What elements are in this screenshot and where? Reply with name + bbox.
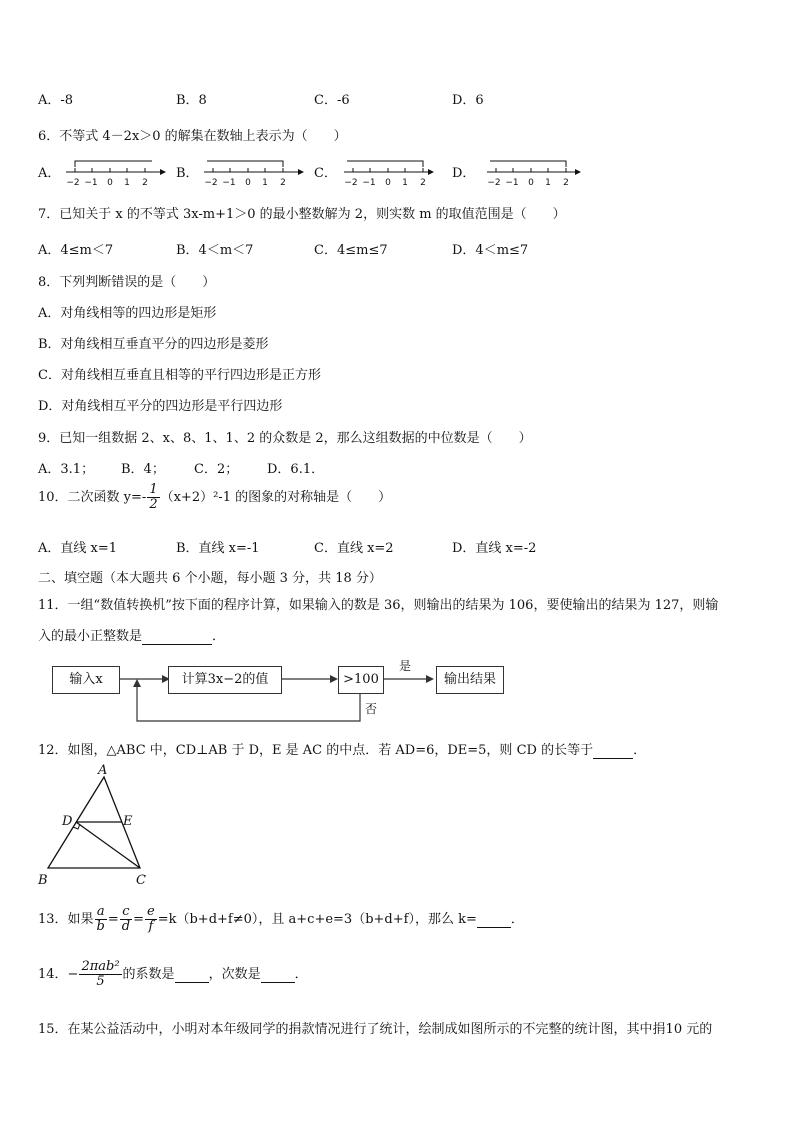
tick-label: 0 [385, 178, 391, 188]
vertex-label-d: D [62, 814, 73, 829]
q6-number-line-a [64, 154, 164, 188]
q6-stem: 6．不等式 4－2x＞0 的解集在数轴上表示为（ ） [38, 129, 347, 144]
q11-line2-text: 入的最小正整数是 [38, 629, 143, 644]
q7-option-d: D．4＜m≤7 [452, 243, 529, 258]
flowchart-input-box: 输入x [52, 666, 120, 694]
q10-frac-den: 2 [149, 497, 158, 512]
tick-label: −1 [222, 178, 236, 188]
q14-stem [38, 960, 308, 989]
tick-label: 0 [245, 178, 251, 188]
equals-sign: = [107, 912, 119, 927]
q13-frac-3 [145, 905, 157, 934]
tick-label: 1 [402, 178, 408, 188]
tick-label: −2 [487, 178, 501, 188]
q13-prefix: 13．如果 [38, 912, 94, 927]
q11-line2 [38, 625, 225, 645]
q9-stem: 9．已知一组数据 2、x、8、1、1、2 的众数是 2，那么这组数据的中位数是（ ） [38, 431, 532, 446]
q7-option-a: A．4≤m＜7 [38, 243, 114, 258]
q10-option-b: B．直线 x=-1 [176, 541, 260, 556]
flowchart-output-box: 输出结果 [436, 666, 504, 694]
q6-option-b-letter: B． [176, 166, 199, 181]
q12-stem [38, 739, 646, 759]
q6-option-c-letter: C． [314, 166, 337, 181]
q14-frac-den: 5 [96, 974, 105, 989]
q7-option-c: C．4≤m≤7 [314, 243, 388, 258]
flowchart-compare-box: >100 [338, 666, 384, 694]
tick-label: −2 [66, 178, 80, 188]
tick-label: 2 [420, 178, 426, 188]
q9-option-d: D．6.1． [267, 462, 325, 477]
flowchart-yes-label: 是 [399, 659, 412, 673]
vertex-label-c: C [136, 873, 146, 888]
q14-prefix: 14．− [38, 967, 79, 982]
q11-answer-blank[interactable] [142, 629, 212, 645]
q13-frac-1 [95, 905, 107, 934]
q13-answer-blank[interactable] [477, 912, 511, 928]
tick-label: 2 [280, 178, 286, 188]
q11-line1: 11．一组“数值转换机”按下面的程序计算，如果输入的数是 36，则输出的结果为 106，要使输出的结果为 127，则输 [38, 598, 719, 613]
q14-fraction [79, 960, 121, 989]
tick-label: 1 [545, 178, 551, 188]
q5-option-a: A．-8 [38, 93, 74, 108]
q8-stem: 8．下列判断错误的是（ ） [38, 275, 216, 290]
tick-label: −1 [84, 178, 98, 188]
vertex-label-b: B [38, 873, 48, 888]
tick-label: −1 [362, 178, 376, 188]
q13-stem [38, 905, 524, 934]
q8-option-c: C．对角线相互垂直且相等的平行四边形是正方形 [38, 368, 321, 383]
q14-degree-blank[interactable] [261, 967, 295, 983]
frac-num: e [147, 904, 155, 919]
tick-label: 0 [107, 178, 113, 188]
tick-label: −1 [505, 178, 519, 188]
equals-sign: = [133, 912, 145, 927]
tick-label: 2 [142, 178, 148, 188]
q10-frac-num: 1 [149, 482, 158, 497]
q13-frac-2 [120, 905, 132, 934]
q10-stem [38, 483, 391, 512]
section-heading: 二、填空题（本大题共 6 个小题，每小题 3 分，共 18 分） [38, 571, 382, 586]
q5-option-d: D．6 [452, 93, 484, 108]
tick-label: −2 [204, 178, 218, 188]
q10-prefix: 10．二次函数 y=- [38, 490, 147, 505]
q14-frac-num: 2πab² [81, 959, 120, 974]
tick-label: 1 [262, 178, 268, 188]
q6-option-a-letter: A． [38, 166, 61, 181]
q5-option-b: B．8 [176, 93, 207, 108]
q8-option-b: B．对角线相互垂直平分的四边形是菱形 [38, 337, 269, 352]
q10-option-a: A．直线 x=1 [38, 541, 118, 556]
flowchart-compute-box: 计算3x−2的值 [168, 666, 282, 694]
q9-option-c: C．2； [194, 462, 239, 477]
tick-label: 1 [124, 178, 130, 188]
q6-number-line-b [202, 154, 302, 188]
q8-option-a: A．对角线相等的四边形是矩形 [38, 306, 217, 321]
q7-option-b: B．4＜m＜7 [176, 243, 254, 258]
frac-den: f [148, 919, 154, 934]
flowchart-no-label: 否 [365, 702, 378, 716]
tick-label: −2 [344, 178, 358, 188]
vertex-label-e: E [123, 814, 133, 829]
vertex-label-a: A [98, 763, 108, 778]
q5-option-c: C．-6 [314, 93, 350, 108]
q12-end: ． [633, 743, 647, 758]
q6-number-line-d [485, 154, 585, 188]
q6-number-line-c [342, 154, 442, 188]
q12-triangle-figure [36, 762, 166, 892]
frac-num: c [120, 905, 132, 920]
q10-fraction [147, 483, 159, 512]
q14-coefficient-blank[interactable] [175, 967, 209, 983]
tick-label: 2 [563, 178, 569, 188]
q12-stem-text: 12．如图，△ABC 中，CD⊥AB 于 D，E 是 AC 的中点．若 AD=6，DE=5，则 CD 的长等于 [38, 743, 594, 758]
q14-middle: 的系数是 [122, 967, 175, 982]
q7-stem: 7．已知关于 x 的不等式 3x-m+1＞0 的最小整数解为 2，则实数 m 的取值范围是（ ） [38, 207, 566, 222]
frac-den: b [96, 919, 105, 934]
q10-option-c: C．直线 x=2 [314, 541, 394, 556]
q14-middle2: ，次数是 [208, 967, 261, 982]
q9-option-b: B．4； [121, 462, 165, 477]
q13-end: ． [510, 912, 524, 927]
frac-num: a [95, 905, 107, 920]
tick-label: 0 [528, 178, 534, 188]
q8-option-d: D．对角线相互平分的四边形是平行四边形 [38, 399, 283, 414]
q10-suffix: （x+2）²-1 的图象的对称轴是（ ） [160, 490, 392, 505]
q15-stem: 15．在某公益活动中，小明对本年级同学的捐款情况进行了统计，绘制成如图所示的不完整的统计图，其中捐10 元的 [38, 1022, 713, 1037]
frac-den: d [121, 919, 131, 934]
q9-option-a: A．3.1； [38, 462, 95, 477]
q11-line2-end: ． [212, 629, 226, 644]
q12-answer-blank[interactable] [593, 743, 633, 759]
q13-middle: =k（b+d+f≠0），且 a+c+e=3（b+d+f），那么 k= [157, 912, 477, 927]
q10-option-d: D．直线 x=-2 [452, 541, 537, 556]
q14-end: ． [294, 967, 308, 982]
q6-option-d-letter: D． [452, 166, 476, 181]
